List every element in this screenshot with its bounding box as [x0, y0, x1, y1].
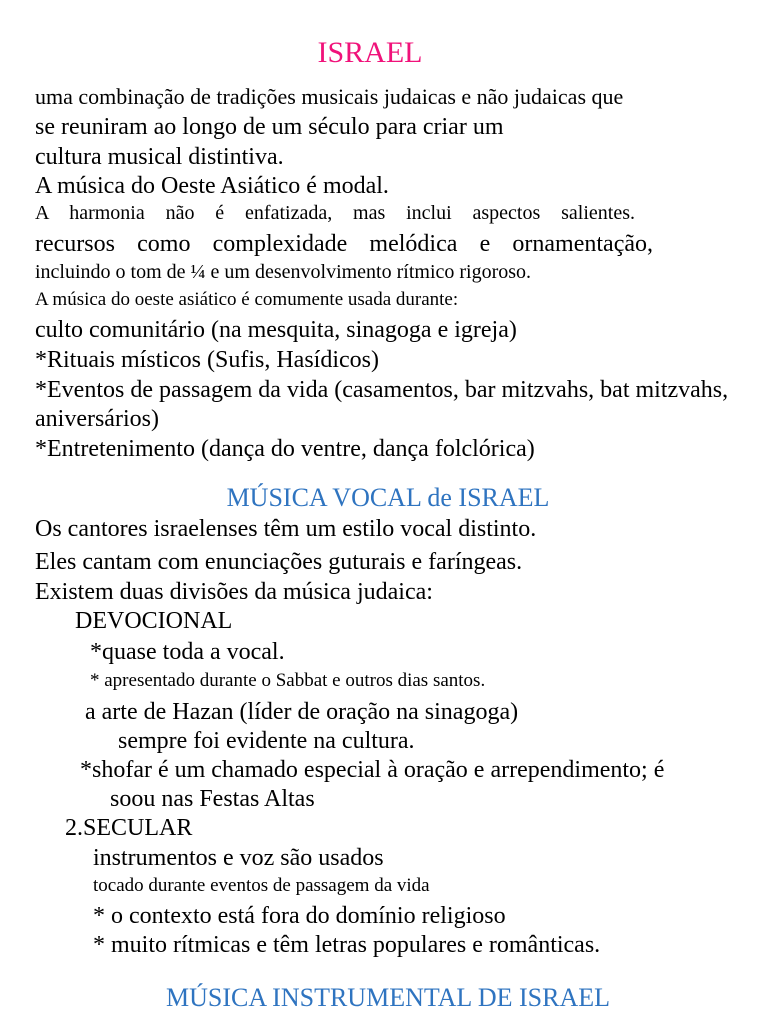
intro-line: A música do oeste asiático é comumente usada durante:	[35, 289, 459, 310]
vocal-line: Os cantores israelenses têm um estilo vocal distinto.	[35, 516, 537, 542]
secular-line: tocado durante eventos de passagem da vida	[93, 875, 430, 896]
secular-line: instrumentos e voz são usados	[93, 845, 384, 871]
secular-line: * o contexto está fora do domínio religioso	[93, 903, 506, 929]
devotional-title: DEVOCIONAL	[75, 608, 233, 634]
devotional-line: *shofar é um chamado especial à oração e arrependimento; é	[80, 757, 665, 783]
section-heading-instrumental: MÚSICA INSTRUMENTAL DE ISRAEL	[165, 983, 611, 1012]
intro-line: cultura musical distintiva.	[35, 144, 284, 170]
vocal-line: Eles cantam com enunciações guturais e faríngeas.	[35, 549, 523, 575]
page-title: ISRAEL	[317, 36, 423, 69]
secular-title: 2.SECULAR	[65, 815, 193, 841]
intro-line: se reuniram ao longo de um século para criar um	[35, 114, 504, 140]
devotional-line: *quase toda a vocal.	[90, 639, 285, 665]
intro-line: recursos como complexidade melódica e ornamentação,	[35, 231, 653, 257]
devotional-line: * apresentado durante o Sabbat e outros dias santos.	[90, 670, 486, 691]
intro-line: aniversários)	[35, 406, 159, 432]
section-heading-vocal: MÚSICA VOCAL de ISRAEL	[226, 483, 550, 512]
intro-line: culto comunitário (na mesquita, sinagoga e igreja)	[35, 317, 517, 343]
intro-line: *Entretenimento (dança do ventre, dança folclórica)	[35, 436, 535, 462]
devotional-line: a arte de Hazan (líder de oração na sinagoga)	[85, 699, 519, 725]
devotional-line: soou nas Festas Altas	[110, 786, 315, 812]
vocal-line: Existem duas divisões da música judaica:	[35, 579, 433, 605]
intro-line: uma combinação de tradições musicais judaicas e não judaicas que	[35, 84, 624, 109]
intro-line: A harmonia não é enfatizada, mas inclui aspectos salientes.	[35, 202, 635, 224]
intro-line: incluindo o tom de ¼ e um desenvolvimento rítmico rigoroso.	[35, 261, 532, 283]
secular-line: * muito rítmicas e têm letras populares e românticas.	[93, 932, 601, 958]
intro-line: *Eventos de passagem da vida (casamentos, bar mitzvahs, bat mitzvahs,	[35, 377, 729, 403]
intro-line: A música do Oeste Asiático é modal.	[35, 173, 389, 199]
intro-line: *Rituais místicos (Sufis, Hasídicos)	[35, 347, 379, 373]
devotional-line: sempre foi evidente na cultura.	[118, 728, 415, 754]
